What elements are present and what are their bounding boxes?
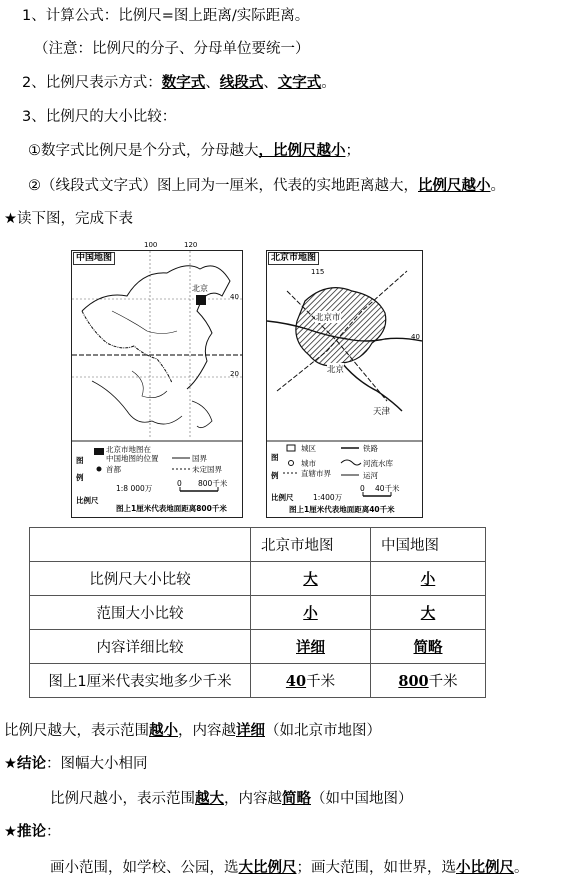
unit: 千米 (306, 674, 336, 690)
china-map-title: 中国地图 (73, 252, 115, 265)
lon-label: 100 (144, 241, 158, 249)
sub-item-text: ②（线段式文字式）图上同为一厘米，代表的实地距离越大， (28, 178, 418, 194)
period: 。 (514, 860, 529, 876)
sub-item-answer: ，比例尺越小 (258, 142, 346, 159)
scale-text: 图上1厘米代表地面距离40千米 (289, 505, 395, 514)
period: 。 (321, 75, 336, 91)
read-map-heading (4, 209, 133, 229)
scale-zero: 0 (177, 479, 182, 488)
table-row (30, 664, 486, 698)
lon-label: 120 (184, 241, 198, 249)
sub-item-1 (28, 141, 360, 161)
answer-line: 线段式 (219, 74, 264, 91)
answer: 详细 (236, 722, 265, 739)
legend-item: 首都 (106, 465, 121, 474)
row-label: 比例尺大小比较 (30, 562, 251, 596)
note-text: （注意：比例尺的分子、分母单位要统一） (34, 41, 310, 57)
conclusion-label: 结论 (17, 756, 46, 772)
city-symbol (289, 461, 294, 466)
legend-item: 中国地图的位置 (106, 454, 159, 463)
column-header-beijing: 北京市地图 (251, 528, 371, 562)
legend-item: 未定国界 (192, 465, 222, 474)
legend-item: 城区 (301, 444, 316, 453)
conclusion-text: ：图幅大小相同 (46, 756, 148, 772)
answer: 小比例尺 (456, 859, 514, 876)
legend-item: 运河 (363, 471, 378, 480)
summary-text: （如中国地图） (311, 791, 413, 807)
table-row (30, 596, 486, 630)
table-corner (30, 528, 251, 562)
lat-label: 40 (411, 333, 420, 341)
beijing-map (266, 250, 423, 518)
item-text: 计算公式：比例尺=图上距离/实际距离。 (45, 8, 310, 24)
summary-text: ，内容越 (178, 723, 236, 739)
legend-box-symbol (94, 448, 104, 455)
city-label: 北京市 (315, 313, 341, 323)
answer-text: 文字式 (277, 74, 322, 91)
legend-item: 直辖市界 (301, 469, 331, 478)
summary-text: 比例尺越大，表示范围 (4, 723, 149, 739)
cell-china: 简略 (413, 639, 443, 656)
item-text: 比例尺表示方式： (45, 75, 162, 91)
item-1 (22, 6, 309, 26)
summary-text: ；画大范围，如世界，选 (296, 860, 456, 876)
separator: 、 (205, 75, 220, 91)
sub-item-answer: 比例尺越小 (418, 177, 491, 194)
scale-label: 比例尺 (271, 493, 294, 502)
row-label: 内容详细比较 (30, 630, 251, 664)
capital-symbol (97, 467, 102, 472)
summary-line-1 (4, 721, 381, 741)
answer: 大比例尺 (238, 859, 297, 876)
cell-beijing: 详细 (296, 639, 325, 656)
answer: 越大 (195, 790, 224, 807)
sub-item-text: ①数字式比例尺是个分式，分母越大 (28, 143, 259, 159)
answer: 简略 (282, 790, 311, 807)
cell-china: 大 (420, 605, 436, 622)
conclusion-heading (4, 754, 148, 774)
comparison-table (29, 527, 486, 698)
unit: 千米 (428, 674, 458, 690)
answer-numeric: 数字式 (161, 74, 206, 91)
legend-item: 河流水库 (363, 459, 393, 468)
lat-label: 20 (230, 370, 239, 378)
star-icon: ★ (4, 211, 17, 227)
separator: 、 (263, 75, 278, 91)
row-label: 范围大小比较 (30, 596, 251, 630)
beijing-map-title: 北京市地图 (268, 252, 319, 265)
table-row (30, 562, 486, 596)
scale-text: 图上1厘米代表地面距离800千米 (116, 504, 227, 513)
cell-china: 800 (398, 673, 429, 690)
cell-beijing: 大 (303, 571, 318, 588)
legend-label: 例 (76, 473, 84, 482)
heading-text: 读下图，完成下表 (17, 211, 133, 227)
summary-text: （如北京市地图） (265, 723, 381, 739)
district-symbol (287, 445, 295, 451)
legend-label: 例 (271, 471, 279, 480)
legend-item: 铁路 (363, 444, 378, 453)
city-label: 天津 (373, 407, 391, 417)
map-figures (0, 241, 570, 520)
star-icon: ★ (4, 824, 17, 840)
summary-text: ，内容越 (224, 791, 282, 807)
item-number: 2、 (22, 75, 46, 91)
legend-item: 国界 (192, 454, 207, 463)
scale-km: 40千米 (375, 484, 400, 493)
item-3 (22, 107, 176, 127)
scale-km: 800千米 (198, 479, 228, 488)
column-header-china: 中国地图 (371, 528, 486, 562)
inference-heading (4, 822, 61, 842)
period: 。 (490, 178, 505, 194)
legend-label: 图 (271, 453, 279, 462)
beijing-map-drawing (267, 251, 422, 517)
sub-item-2 (28, 176, 505, 196)
item-number: 1、 (22, 8, 46, 24)
item-text: 比例尺的大小比较： (45, 109, 177, 125)
item-2 (22, 73, 336, 93)
inference-label: 推论 (17, 824, 46, 840)
scale-value: 1:400万 (313, 493, 343, 502)
colon: ： (46, 824, 61, 840)
cell-beijing: 40 (285, 673, 307, 690)
beijing-label: 北京 (192, 284, 208, 293)
semicolon: ； (345, 143, 360, 159)
summary-line-3 (50, 858, 529, 878)
china-map (71, 241, 243, 518)
cell-china: 小 (420, 571, 436, 588)
answer: 越小 (149, 722, 178, 739)
scale-label: 比例尺 (76, 496, 99, 505)
row-label: 图上1厘米代表实地多少千米 (30, 664, 251, 698)
cell-beijing: 小 (303, 605, 318, 622)
star-icon: ★ (4, 756, 17, 772)
legend-label: 图 (76, 456, 84, 465)
summary-text: 画小范围，如学校、公园，选 (50, 860, 239, 876)
legend-item: 北京市地图在 (106, 445, 151, 454)
summary-text: 比例尺越小，表示范围 (50, 791, 195, 807)
china-map-drawing (72, 251, 242, 517)
scale-zero: 0 (360, 484, 365, 493)
unit-note (34, 39, 310, 59)
city-label: 北京 (327, 365, 345, 375)
scale-value: 1:8 000万 (116, 484, 153, 493)
table-header-row (30, 528, 486, 562)
item-number: 3、 (22, 109, 46, 125)
lon-label: 115 (311, 268, 325, 276)
legend-item: 城市 (301, 459, 316, 468)
table-row (30, 630, 486, 664)
summary-line-2 (50, 789, 413, 809)
lat-label: 40 (230, 293, 239, 301)
